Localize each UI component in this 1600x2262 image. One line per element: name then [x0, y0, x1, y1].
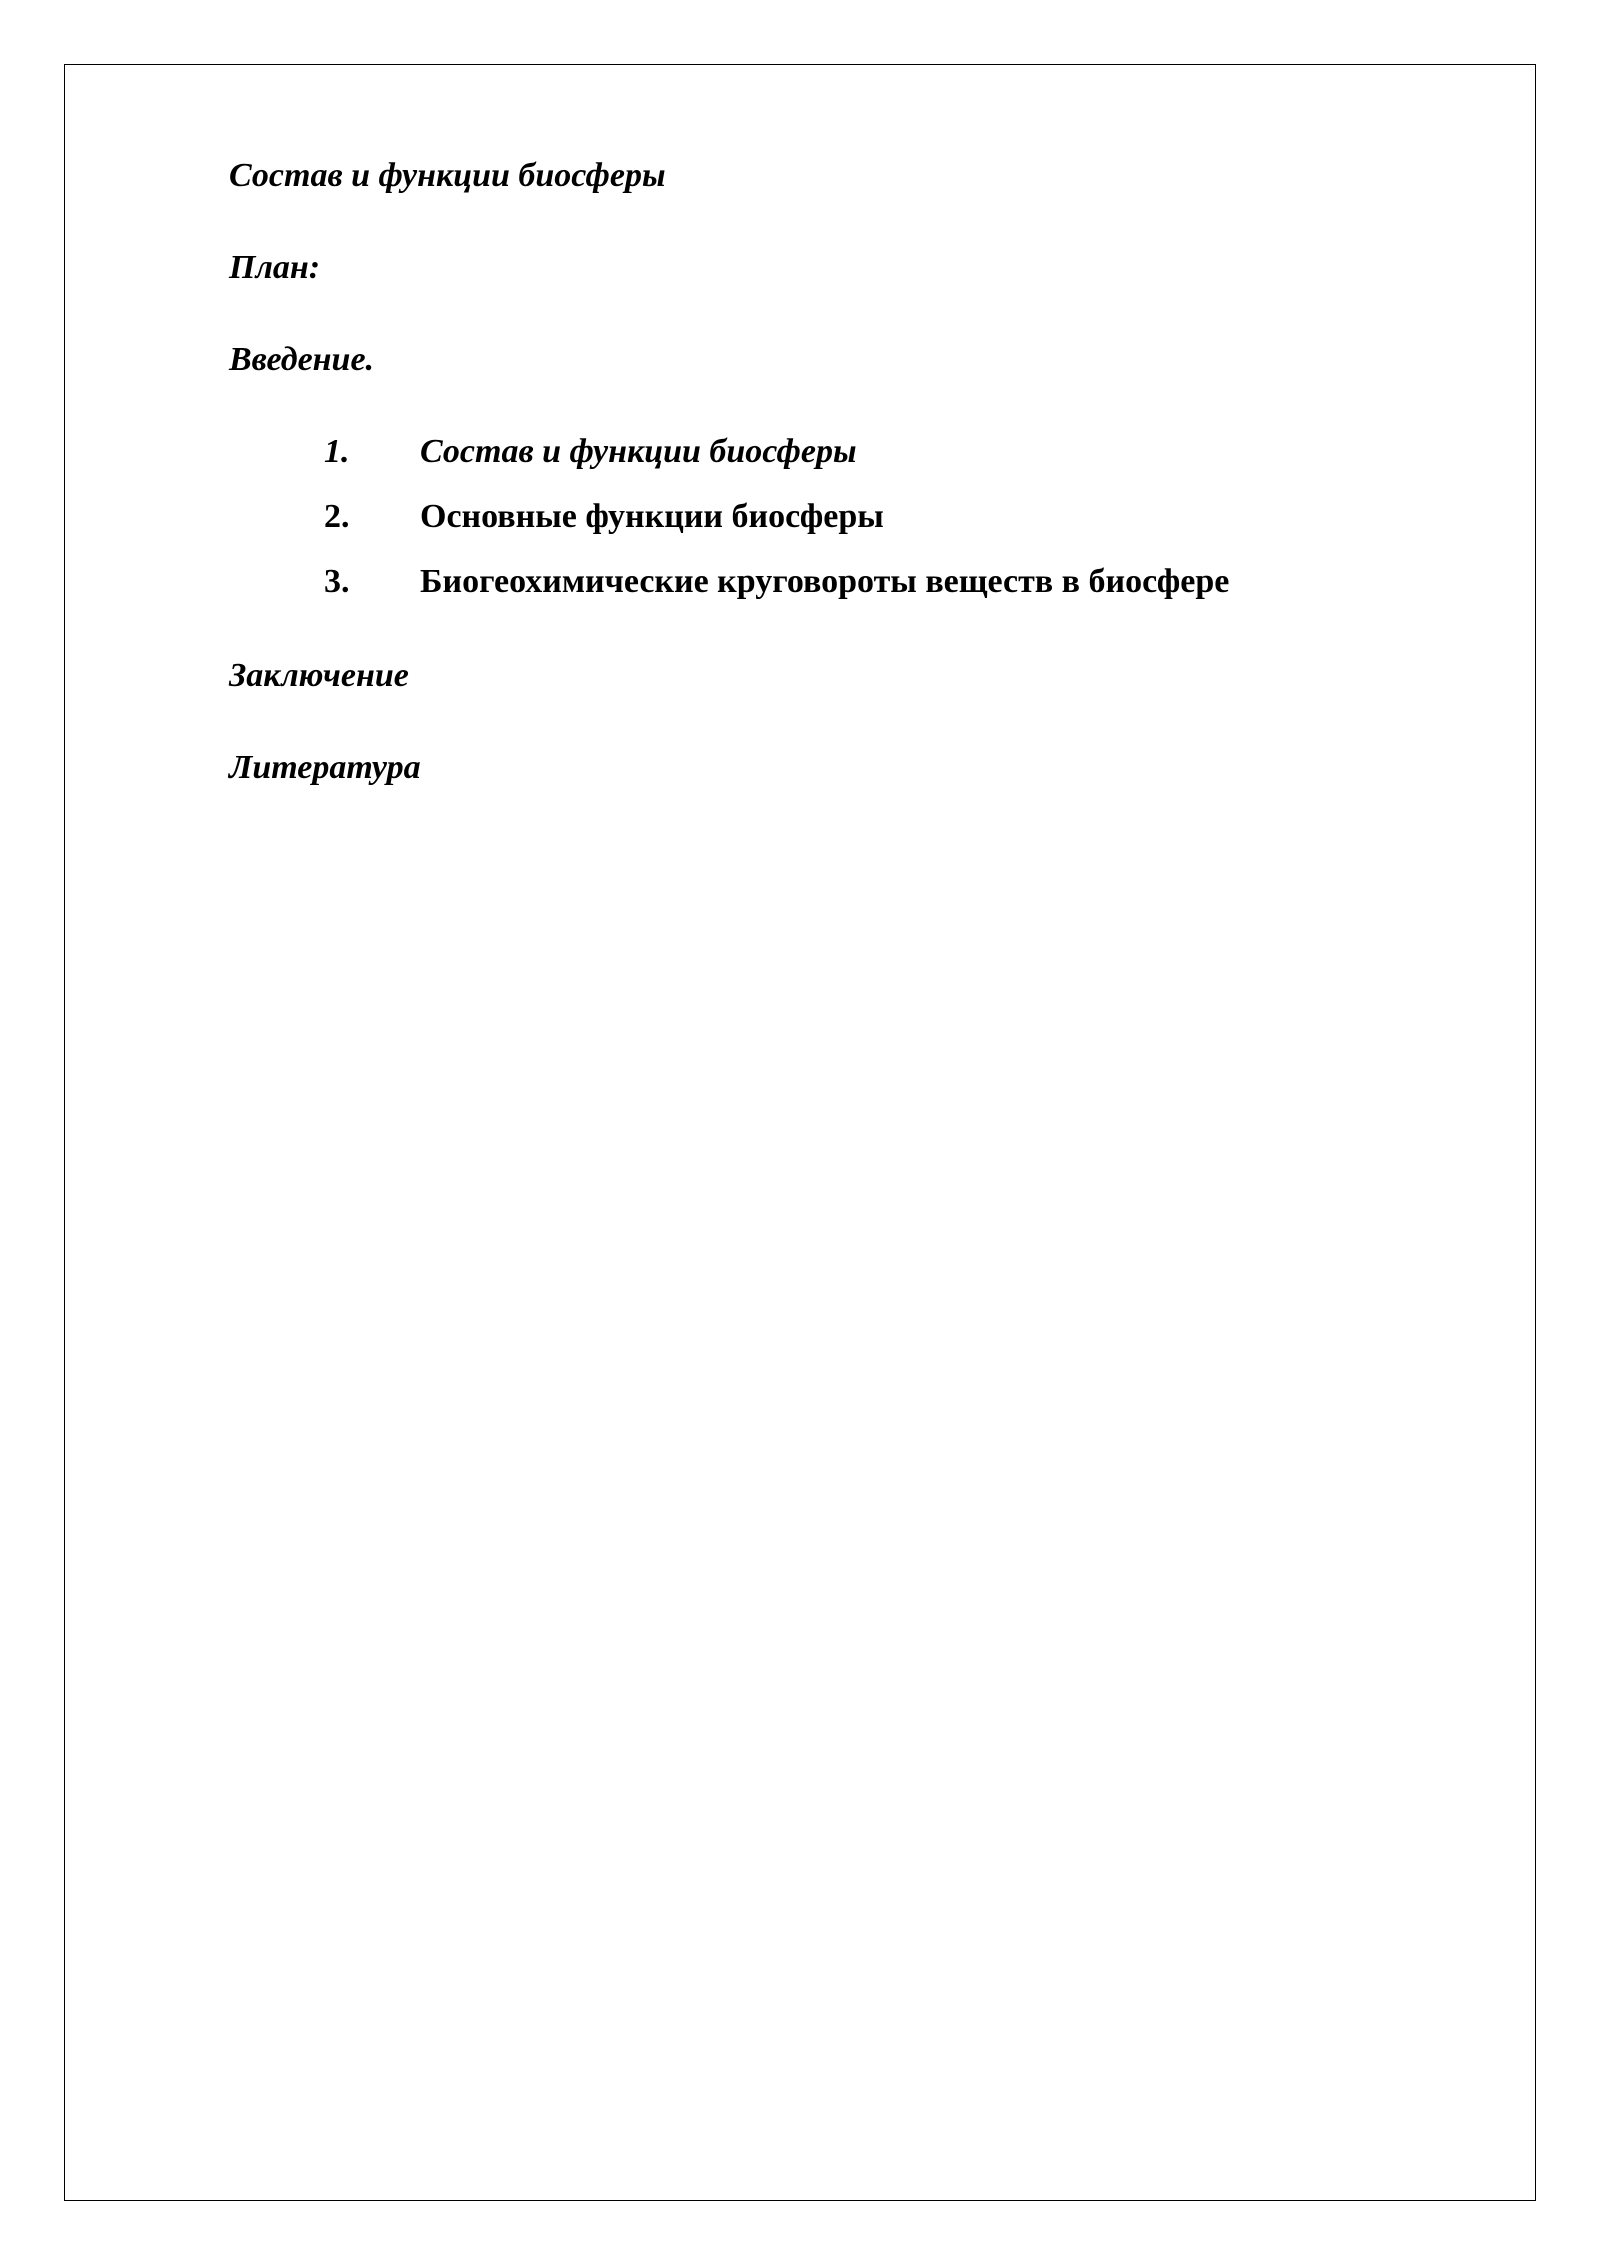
- literature-heading: Литература: [229, 749, 421, 786]
- list-item-number: 1.: [324, 433, 350, 470]
- document-title: Состав и функции биосферы: [229, 157, 666, 194]
- conclusion-heading: Заключение: [229, 657, 409, 694]
- introduction-heading: Введение.: [229, 341, 375, 378]
- list-item-text: Состав и функции биосферы: [420, 433, 857, 470]
- list-item-number: 3.: [324, 563, 350, 600]
- list-item-number: 2.: [324, 498, 350, 535]
- list-item-text: Биогеохимические круговороты веществ в биосфере: [420, 563, 1230, 600]
- list-item-text: Основные функции биосферы: [420, 498, 884, 535]
- page-border: [64, 64, 1536, 2201]
- plan-heading: План:: [229, 249, 321, 286]
